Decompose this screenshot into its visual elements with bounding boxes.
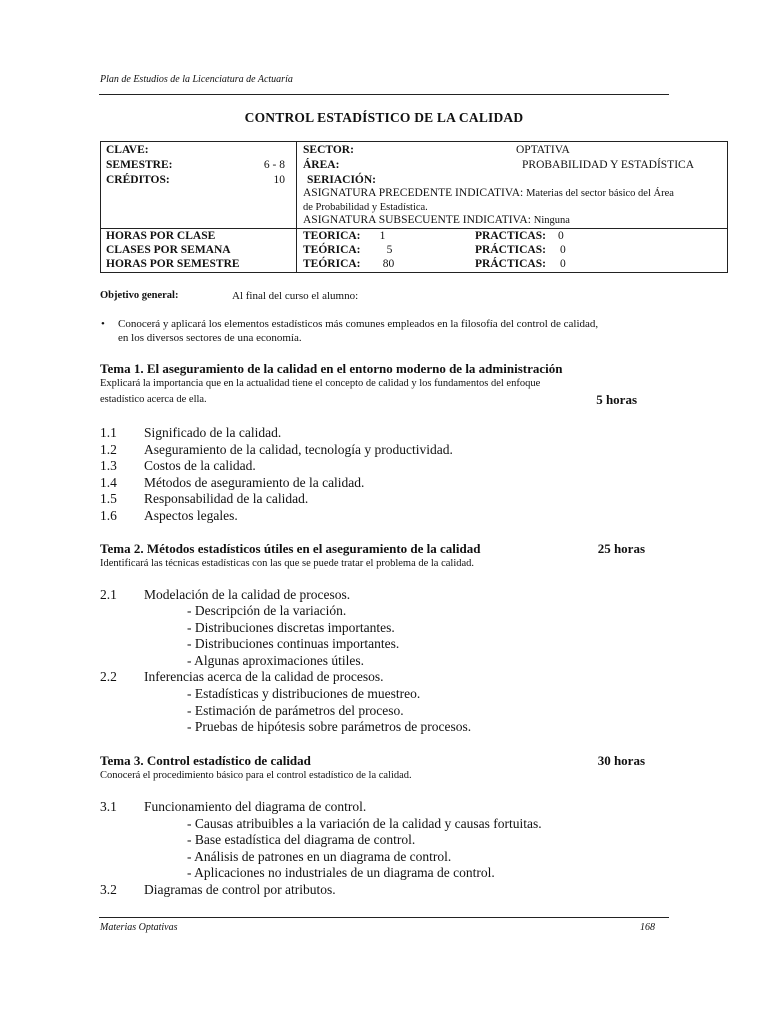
creditos-label: CRÉDITOS: — [106, 174, 170, 186]
sub-item: - Descripción de la variación. — [187, 603, 347, 618]
sub-item: - Pruebas de hipótesis sobre parámetros de procesos. — [187, 719, 472, 734]
subsecuente-line — [303, 213, 570, 228]
sub-item: - Algunas aproximaciones útiles. — [187, 653, 364, 668]
list-item: Significado de la calidad. — [144, 425, 282, 440]
footer-section: Materias Optativas — [100, 922, 178, 933]
page-number: 168 — [640, 922, 655, 933]
item-number: 1.2 — [100, 442, 117, 457]
precedente-label: ASIGNATURA PRECEDENTE INDICATIVA: — [303, 187, 524, 199]
sub-item: - Causas atribuibles a la variación de la calidad y causas fortuitas. — [187, 816, 542, 831]
precedente-value-cont: de Probabilidad y Estadística. — [303, 202, 428, 213]
sub-item: - Estadísticas y distribuciones de muestreo. — [187, 686, 421, 701]
precedente-line — [303, 186, 674, 201]
page-title: CONTROL ESTADÍSTICO DE LA CALIDAD — [244, 110, 524, 125]
clases-semana-prac-label: PRÁCTICAS: — [475, 244, 546, 256]
objective-bullet-line: Conocerá y aplicará los elementos estadísticos más comunes empleados en la filosofía del control de calidad, — [118, 318, 599, 330]
list-item: Inferencias acerca de la calidad de procesos. — [144, 669, 384, 684]
sub-item: - Aplicaciones no industriales de un diagrama de control. — [187, 865, 495, 880]
tema-3-title: Tema 3. Control estadístico de calidad — [100, 753, 311, 768]
footer-rule — [99, 917, 669, 918]
semestre-value: 6 - 8 — [263, 159, 285, 171]
clases-semana-teo-label: TEÓRICA: — [303, 244, 361, 256]
sub-item: - Distribuciones continuas importantes. — [187, 636, 400, 651]
item-number: 2.1 — [100, 587, 117, 602]
item-number: 1.3 — [100, 458, 117, 473]
horas-semestre-prac-label: PRÁCTICAS: — [475, 258, 546, 270]
table-column-divider — [296, 141, 297, 272]
item-number: 1.1 — [100, 425, 117, 440]
list-item: Aspectos legales. — [144, 508, 238, 523]
list-item: Diagramas de control por atributos. — [144, 882, 336, 897]
area-label: ÁREA: — [303, 159, 340, 171]
list-item: Costos de la calidad. — [144, 458, 256, 473]
horas-clase-label: HORAS POR CLASE — [106, 230, 216, 242]
tema-1-desc: Explicará la importancia que en la actualidad tiene el concepto de calidad y los fundamentos del enfoque — [100, 378, 541, 389]
tema-3-desc: Conocerá el procedimiento básico para el control estadístico de la calidad. — [100, 770, 412, 781]
area-value: PROBABILIDAD Y ESTADÍSTICA — [522, 159, 695, 171]
objective-text: Al final del curso el alumno: — [232, 290, 359, 302]
tema-1-title: Tema 1. El aseguramiento de la calidad en el entorno moderno de la administración — [100, 361, 563, 376]
sub-item: - Distribuciones discretas importantes. — [187, 620, 395, 635]
clases-semana-teo-value: 5 — [386, 244, 393, 256]
horas-semestre-teo-label: TEÓRICA: — [303, 258, 361, 270]
page-header: Plan de Estudios de la Licenciatura de Actuaría — [100, 74, 293, 85]
bullet-icon: • — [101, 318, 105, 330]
tema-3-hours: 30 horas — [597, 753, 645, 768]
objective-bullet-line: en los diversos sectores de una economía. — [118, 332, 302, 344]
sub-item: - Base estadística del diagrama de control. — [187, 832, 416, 847]
sub-item: - Análisis de patrones en un diagrama de control. — [187, 849, 452, 864]
header-rule — [99, 94, 669, 95]
subsecuente-value: Ninguna — [533, 215, 570, 226]
item-number: 3.2 — [100, 882, 117, 897]
horas-clase-teo-label: TEORICA: — [303, 230, 361, 242]
tema-1-hours: 5 horas — [596, 392, 637, 407]
list-item: Responsabilidad de la calidad. — [144, 491, 309, 506]
horas-clase-prac-value: 0 — [558, 230, 564, 242]
creditos-value: 10 — [273, 174, 285, 186]
horas-clase-teo-value: 1 — [379, 230, 386, 242]
clave-label: CLAVE: — [106, 144, 149, 156]
objective-label: Objetivo general: — [100, 290, 179, 301]
item-number: 2.2 — [100, 669, 117, 684]
objective-bullet-text — [118, 317, 678, 345]
list-item: Métodos de aseguramiento de la calidad. — [144, 475, 365, 490]
clases-semana-label: CLASES POR SEMANA — [106, 244, 231, 256]
semestre-label: SEMESTRE: — [106, 159, 173, 171]
item-number: 3.1 — [100, 799, 117, 814]
horas-semestre-teo-value: 80 — [382, 258, 395, 270]
clases-semana-prac-value: 0 — [560, 244, 566, 256]
item-number: 1.4 — [100, 475, 117, 490]
tema-2-title: Tema 2. Métodos estadísticos útiles en el aseguramiento de la calidad — [100, 541, 481, 556]
horas-semestre-prac-value: 0 — [560, 258, 566, 270]
sector-value: OPTATIVA — [516, 144, 570, 156]
list-item: Aseguramiento de la calidad, tecnología y productividad. — [144, 442, 453, 457]
tema-2-desc: Identificará las técnicas estadísticas con las que se puede tratar el problema de la calidad. — [100, 558, 475, 569]
tema-2-hours: 25 horas — [597, 541, 645, 556]
subsecuente-label: ASIGNATURA SUBSECUENTE INDICATIVA: — [303, 214, 531, 226]
list-item: Modelación de la calidad de procesos. — [144, 587, 351, 602]
sector-label: SECTOR: — [303, 144, 354, 156]
item-number: 1.6 — [100, 508, 117, 523]
horas-clase-prac-label: PRACTICAS: — [475, 230, 546, 242]
seriacion-label: SERIACIÓN: — [307, 174, 377, 186]
horas-semestre-label: HORAS POR SEMESTRE — [106, 258, 240, 270]
sub-item: - Estimación de parámetros del proceso. — [187, 703, 404, 718]
tema-1-desc-cont: estadístico acerca de ella. — [100, 394, 207, 405]
list-item: Funcionamiento del diagrama de control. — [144, 799, 367, 814]
precedente-value: Materias del sector básico del Área — [526, 188, 674, 199]
item-number: 1.5 — [100, 491, 117, 506]
